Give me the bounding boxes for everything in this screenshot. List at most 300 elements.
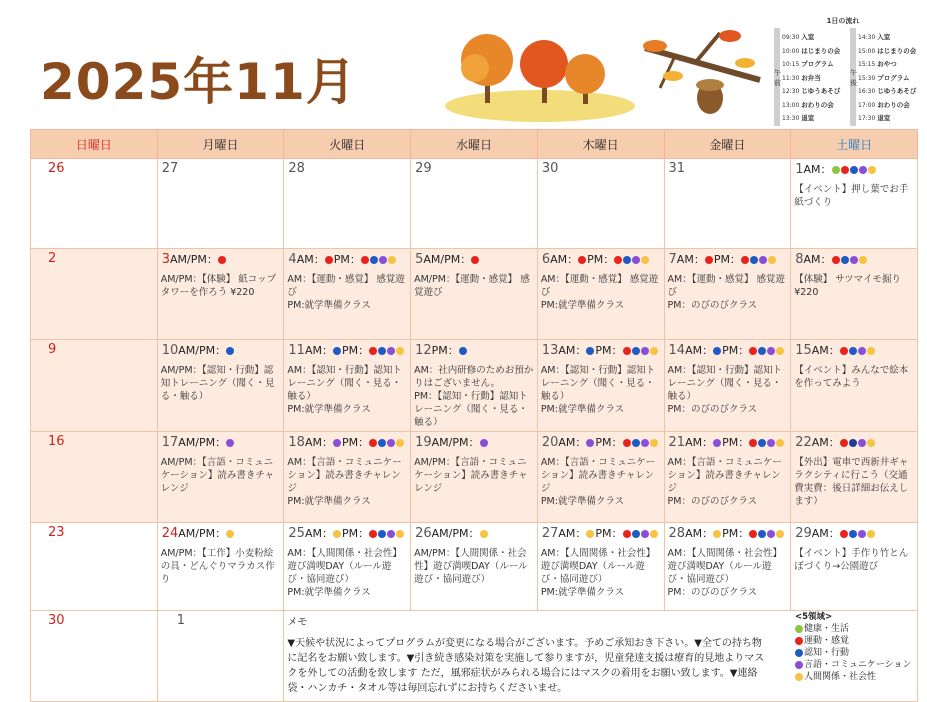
legend-title: <5領域>: [795, 612, 833, 622]
session-label: AM：: [304, 344, 333, 357]
day-cell[interactable]: [31, 432, 158, 523]
session-label-pm: PM：: [341, 436, 370, 449]
purple-domain-dot: [767, 347, 775, 355]
blue-domain-dot: [849, 530, 857, 538]
schedule-label: 入室: [877, 33, 891, 41]
schedule-row: [782, 59, 834, 68]
session-label-pm: PM：: [341, 527, 370, 540]
legend-item: [795, 647, 911, 659]
blue-legend-dot: [795, 649, 803, 657]
purple-domain-dot: [641, 347, 649, 355]
day-number: 26: [415, 526, 432, 541]
blue-domain-dot: [632, 347, 640, 355]
blue-domain-dot: [378, 347, 386, 355]
day-program: AM：【人間関係・社会性】遊び満喫DAY（ルール遊び・協同遊び） PM:就学準備クラス: [287, 548, 402, 598]
day-cell[interactable]: [157, 432, 284, 523]
day-cell[interactable]: [411, 159, 538, 249]
day-number: 29: [795, 526, 812, 541]
week-row: [31, 611, 918, 702]
day-header: [287, 525, 407, 541]
schedule-time: 13:30: [782, 115, 800, 122]
day-cell[interactable]: [157, 611, 284, 702]
day-cell[interactable]: [537, 159, 664, 249]
weekday-thu: 木曜日: [537, 130, 664, 159]
day-header: [34, 251, 154, 266]
session-label: AM：: [550, 253, 579, 266]
day-cell[interactable]: [791, 432, 918, 523]
yellow-domain-dot: [586, 530, 594, 538]
red-domain-dot: [749, 439, 757, 447]
yellow-domain-dot: [641, 256, 649, 264]
schedule-time: 15:00: [858, 47, 876, 55]
blue-domain-dot: [849, 347, 857, 355]
session-label-pm: PM：: [341, 344, 370, 357]
purple-domain-dot: [387, 530, 395, 538]
schedule-time: 14:30: [858, 34, 876, 41]
schedule-label: プログラム: [877, 73, 910, 82]
day-cell[interactable]: [31, 340, 158, 432]
schedule-label: はじまりの会: [801, 46, 841, 55]
weekday-sun: 日曜日: [31, 130, 158, 159]
day-program: AM：【人間関係・社会性】遊び満喫DAY（ルール遊び・協同遊び） PM:就学準備クラス: [540, 548, 656, 598]
day-header: [414, 251, 534, 267]
day-header: [794, 161, 914, 177]
red-domain-dot: [749, 347, 757, 355]
session-label-pm: PM：: [595, 527, 623, 540]
day-cell[interactable]: [664, 432, 791, 523]
day-cell[interactable]: [537, 432, 664, 523]
day-number: 1: [795, 162, 804, 177]
day-cell[interactable]: [157, 249, 284, 340]
red-domain-dot: [471, 256, 479, 264]
day-number: 14: [668, 343, 686, 358]
day-cell[interactable]: [537, 523, 664, 611]
day-cell[interactable]: [284, 340, 411, 432]
red-domain-dot: [218, 256, 226, 264]
blue-domain-dot: [632, 530, 640, 538]
day-cell[interactable]: [537, 340, 664, 432]
weekday-header-row: [31, 130, 918, 159]
schedule-time: 11:30: [782, 74, 800, 82]
navy-domain-dot: [849, 439, 857, 447]
schedule-time: 17:00: [858, 101, 876, 109]
schedule-row: [858, 100, 910, 109]
day-header: [668, 251, 788, 267]
day-header: [541, 251, 661, 267]
day-number: 13: [541, 343, 559, 358]
session-label: AM：: [811, 344, 840, 357]
day-number: 19: [415, 435, 432, 450]
legend-item: [795, 671, 911, 683]
schedule-row: [782, 46, 840, 55]
day-number: 6: [541, 252, 551, 267]
purple-domain-dot: [379, 256, 387, 264]
schedule-time: 10:00: [782, 47, 800, 55]
session-label: AM：: [803, 163, 832, 176]
yellow-domain-dot: [650, 530, 658, 538]
day-header: [541, 161, 661, 176]
day-number: 18: [288, 435, 305, 450]
day-header: [541, 342, 661, 358]
day-program: AM：【認知・行動】認知トレーニング（聞く・見る・触る） PM：のびのびクラス: [667, 365, 782, 415]
session-label-pm: PM：: [333, 253, 361, 266]
legend-label: 運動・感覚: [804, 636, 850, 646]
red-domain-dot: [369, 530, 377, 538]
weekday-tue: 火曜日: [284, 130, 411, 159]
purple-domain-dot: [387, 439, 395, 447]
day-number: 28: [668, 526, 686, 541]
day-number: 29: [415, 161, 432, 176]
blue-domain-dot: [713, 347, 721, 355]
day-program: 【イベント】押し葉でお手紙づくり: [794, 184, 909, 208]
red-domain-dot: [369, 347, 377, 355]
red-domain-dot: [623, 439, 631, 447]
day-number: 8: [795, 252, 804, 267]
day-cell[interactable]: [411, 340, 538, 432]
session-label: AM/PM：: [178, 527, 227, 540]
red-domain-dot: [841, 166, 849, 174]
red-domain-dot: [705, 256, 713, 264]
week-row: [31, 159, 918, 249]
session-label: AM：: [558, 436, 587, 449]
memo-text: ▼天候や状況によってプログラムが変更になる場合がございます。予めご承知おき下さい。▼全ての持ち物に記名をお願い致します。▼引き続き感染対策を実施して参りますが，児童発達支援は療育的見地よりマスクを外しての活動を致します ただ，風邪症状がみられる場合にはマスクの着用をお願い致します。▼連絡袋・ハンカチ・タオル等は毎回忘れずにお持ちくださいませ。: [287, 638, 765, 694]
schedule-pm-column: [850, 28, 924, 126]
day-header: [414, 342, 534, 358]
blue-domain-dot: [333, 347, 341, 355]
blue-domain-dot: [750, 256, 758, 264]
session-label-pm: PM：: [722, 344, 750, 357]
day-cell[interactable]: [664, 340, 791, 432]
day-number: 20: [541, 435, 559, 450]
schedule-row: [782, 86, 840, 95]
schedule-row: [782, 100, 834, 109]
day-number: 26: [48, 161, 65, 176]
yellow-domain-dot: [396, 439, 404, 447]
schedule-label: おわりの会: [877, 100, 910, 109]
red-legend-dot: [795, 637, 803, 645]
day-cell[interactable]: [411, 523, 538, 611]
blue-domain-dot: [623, 256, 631, 264]
yellow-domain-dot: [480, 530, 488, 538]
purple-domain-dot: [858, 439, 866, 447]
day-cell[interactable]: [31, 523, 158, 611]
weekday-sat: 土曜日: [791, 130, 918, 159]
day-header: [414, 161, 534, 176]
yellow-domain-dot: [776, 439, 784, 447]
day-program: 【体験】 サツマイモ掘り¥220: [794, 274, 901, 298]
session-label: AM：: [685, 527, 714, 540]
day-cell[interactable]: [791, 523, 918, 611]
schedule-label: プログラム: [801, 60, 834, 68]
purple-domain-dot: [858, 530, 866, 538]
day-cell[interactable]: [284, 432, 411, 523]
session-label: AM：: [304, 436, 333, 449]
day-cell[interactable]: [411, 249, 538, 340]
session-label: AM：: [304, 527, 333, 540]
domain-legend: [795, 611, 911, 683]
day-cell[interactable]: [664, 159, 791, 249]
day-program: AM：【認知・行動】認知トレーニング（聞く・見る・触る） PM:就学準備クラス: [287, 365, 402, 415]
yellow-domain-dot: [776, 347, 784, 355]
day-header: [287, 342, 407, 358]
purple-legend-dot: [795, 661, 803, 669]
day-cell[interactable]: [31, 611, 158, 702]
day-number: 27: [161, 161, 179, 176]
session-label: AM：: [558, 527, 587, 540]
purple-domain-dot: [333, 439, 341, 447]
blue-domain-dot: [226, 347, 234, 355]
red-domain-dot: [614, 256, 622, 264]
blue-domain-dot: [632, 439, 640, 447]
red-domain-dot: [832, 256, 840, 264]
yellow-domain-dot: [713, 530, 721, 538]
schedule-label: おわりの会: [801, 100, 834, 109]
schedule-label: 退室: [801, 114, 815, 122]
week-row: [31, 523, 918, 611]
yellow-domain-dot: [868, 166, 876, 174]
schedule-title: 1日の流れ: [826, 17, 860, 25]
schedule-row: [782, 32, 814, 41]
red-domain-dot: [369, 439, 377, 447]
schedule-label: じゆうあそび: [877, 87, 917, 95]
day-header: [161, 251, 281, 267]
purple-domain-dot: [586, 439, 594, 447]
purple-domain-dot: [387, 347, 395, 355]
day-header: [794, 434, 914, 450]
session-label-pm: PM：: [722, 527, 750, 540]
schedule-time: 17:30: [858, 115, 876, 122]
yellow-domain-dot: [859, 256, 867, 264]
blue-domain-dot: [758, 347, 766, 355]
session-label-pm: PM：: [587, 253, 615, 266]
yellow-domain-dot: [396, 530, 404, 538]
day-program: 【イベント】みんなで絵本を作ってみよう: [794, 365, 909, 389]
day-program: AM：【言語・コミュニケーション】読み書きチャレンジ PM：のびのびクラス: [667, 457, 782, 507]
day-cell[interactable]: [664, 249, 791, 340]
week-row: [31, 340, 918, 432]
day-number: 30: [541, 161, 559, 176]
schedule-row: [858, 46, 916, 55]
schedule-row: [782, 73, 821, 82]
day-number: 22: [795, 435, 812, 450]
yellow-domain-dot: [388, 256, 396, 264]
day-program: AM：【人間関係・社会性】遊び満喫DAY（ルール遊び・協同遊び） PM：のびのびクラス: [667, 548, 782, 598]
day-program: AM/PM：【人間関係・社会性】遊び満喫DAY（ルール遊び・協同遊び）: [414, 548, 528, 585]
session-label: PM：: [431, 344, 459, 357]
session-label: AM/PM：: [423, 253, 472, 266]
day-header: [34, 342, 154, 357]
red-domain-dot: [578, 256, 586, 264]
day-header: [34, 161, 154, 176]
schedule-am-column: [774, 28, 848, 126]
day-program: AM/PM：【工作】小麦粉絵の具・どんぐりマラカス作り: [160, 548, 275, 585]
purple-domain-dot: [713, 439, 721, 447]
yellow-domain-dot: [768, 256, 776, 264]
day-number: 10: [161, 343, 179, 358]
session-label: AM：: [685, 344, 714, 357]
session-label: AM/PM：: [178, 344, 227, 357]
day-program: AM：【運動・感覚】 感覚遊び PM:就学準備クラス: [540, 274, 659, 311]
yellow-domain-dot: [776, 530, 784, 538]
red-domain-dot: [741, 256, 749, 264]
day-cell[interactable]: [411, 432, 538, 523]
yellow-domain-dot: [867, 530, 875, 538]
purple-domain-dot: [767, 439, 775, 447]
day-cell[interactable]: [31, 159, 158, 249]
day-number: 31: [668, 161, 686, 176]
day-number: 15: [795, 343, 812, 358]
session-label: AM：: [676, 253, 705, 266]
session-label: AM：: [685, 436, 714, 449]
day-cell[interactable]: [157, 340, 284, 432]
yellow-domain-dot: [650, 347, 658, 355]
day-header: [161, 434, 281, 450]
day-cell[interactable]: [284, 159, 411, 249]
day-number: 9: [48, 342, 57, 357]
red-domain-dot: [840, 347, 848, 355]
day-program: AM/PM：【認知・行動】認知トレーニング（聞く・見る・触る）: [160, 365, 275, 402]
day-header: [541, 434, 661, 450]
day-program: 【イベント】手作り竹とんぼづくり→公園遊び: [794, 548, 909, 572]
session-label: AM：: [803, 253, 832, 266]
day-header: [668, 434, 788, 450]
week-row: [31, 249, 918, 340]
schedule-label: 退室: [877, 114, 891, 122]
day-cell[interactable]: [664, 523, 791, 611]
purple-domain-dot: [759, 256, 767, 264]
blue-domain-dot: [841, 256, 849, 264]
day-header: [287, 434, 407, 450]
legend-item: [795, 659, 911, 671]
session-label: AM：: [811, 436, 840, 449]
green-domain-dot: [832, 166, 840, 174]
schedule-label: はじまりの会: [877, 46, 917, 55]
day-number: 12: [415, 343, 432, 358]
purple-domain-dot: [858, 347, 866, 355]
session-label-pm: PM：: [595, 436, 623, 449]
yellow-legend-dot: [795, 673, 803, 681]
day-cell[interactable]: [31, 249, 158, 340]
day-program: AM：社内研修のためお預かりはございません。 PM：【認知・行動】認知トレーニング（聞く・見る・触る）: [414, 365, 534, 428]
day-program: AM/PM：【言語・コミュニケーション】読み書きチャレンジ: [160, 457, 275, 494]
purple-domain-dot: [859, 166, 867, 174]
schedule-time: 12:30: [782, 88, 800, 95]
schedule-row: [858, 59, 897, 68]
yellow-domain-dot: [650, 439, 658, 447]
day-header: [794, 342, 914, 358]
day-cell[interactable]: [284, 249, 411, 340]
session-label-pm: PM：: [713, 253, 741, 266]
day-cell[interactable]: [284, 523, 411, 611]
page-title: 2025年11月: [40, 53, 357, 111]
legend-label: 認知・行動: [804, 648, 850, 658]
session-label: AM/PM：: [169, 253, 218, 266]
day-header: [34, 434, 154, 449]
schedule-time: 10:15: [782, 61, 800, 68]
day-number: 30: [48, 613, 65, 628]
day-program: AM：【認知・行動】認知トレーニング（聞く・見る・触る） PM:就学準備クラス: [540, 365, 656, 415]
schedule-label: 入室: [801, 33, 815, 41]
day-program: AM/PM：【言語・コミュニケーション】読み書きチャレンジ: [414, 457, 528, 494]
schedule-row: [858, 113, 890, 122]
blue-domain-dot: [586, 347, 594, 355]
yellow-domain-dot: [867, 347, 875, 355]
day-number: 25: [288, 526, 305, 541]
day-cell[interactable]: [157, 523, 284, 611]
day-program: AM/PM：【運動・感覚】 感覚遊び: [414, 274, 530, 298]
schedule-row: [858, 32, 890, 41]
day-header: [414, 525, 534, 541]
session-label: AM/PM：: [431, 436, 480, 449]
schedule-time: 09:30: [782, 34, 800, 41]
schedule-label: じゆうあそび: [801, 87, 841, 95]
day-cell[interactable]: [157, 159, 284, 249]
schedule-time: 16:30: [858, 88, 876, 95]
yellow-domain-dot: [867, 439, 875, 447]
weekday-mon: 月曜日: [157, 130, 284, 159]
red-domain-dot: [361, 256, 369, 264]
autumn-trees-illustration: [445, 18, 765, 123]
day-number: 2: [48, 251, 57, 266]
yellow-domain-dot: [226, 530, 234, 538]
day-cell[interactable]: [791, 249, 918, 340]
weekday-fri: 金曜日: [664, 130, 791, 159]
day-cell[interactable]: [537, 249, 664, 340]
purple-domain-dot: [641, 439, 649, 447]
day-program: 【外出】電車で西新井ギャラクシティに行こう（交通費実費：後日詳細お伝えします）: [794, 457, 909, 507]
day-number: 23: [48, 525, 65, 540]
yellow-domain-dot: [396, 347, 404, 355]
blue-domain-dot: [758, 439, 766, 447]
day-number: 16: [48, 434, 65, 449]
green-legend-dot: [795, 625, 803, 633]
purple-domain-dot: [641, 530, 649, 538]
schedule-time: 13:00: [782, 101, 800, 109]
red-domain-dot: [623, 347, 631, 355]
day-program: AM/PM：【体験】 紙コップタワーを作ろう ¥220: [160, 274, 277, 298]
day-header: [34, 525, 154, 540]
blue-domain-dot: [850, 166, 858, 174]
schedule-label: お弁当: [801, 73, 821, 82]
day-number: 7: [668, 252, 677, 267]
weekday-wed: 水曜日: [411, 130, 538, 159]
daily-schedule: [768, 16, 918, 128]
day-number: 28: [288, 161, 305, 176]
day-program: AM：【運動・感覚】 感覚遊び PM:就学準備クラス: [287, 274, 405, 311]
calendar-table: [30, 129, 918, 702]
schedule-label: おやつ: [877, 60, 897, 68]
purple-domain-dot: [480, 439, 488, 447]
day-cell[interactable]: [791, 340, 918, 432]
day-number: 27: [541, 526, 559, 541]
day-number: 5: [415, 252, 424, 267]
yellow-domain-dot: [333, 530, 341, 538]
legend-label: 健康・生活: [804, 624, 850, 634]
legend-label: 人間関係・社会性: [804, 672, 877, 682]
day-header: [414, 434, 534, 450]
day-header: [541, 525, 661, 541]
legend-label: 言語・コミュニケーション: [804, 660, 912, 670]
day-header: [668, 342, 788, 358]
day-cell[interactable]: [791, 159, 918, 249]
day-number: 4: [288, 252, 297, 267]
purple-domain-dot: [632, 256, 640, 264]
blue-domain-dot: [370, 256, 378, 264]
purple-domain-dot: [850, 256, 858, 264]
schedule-am-label: 午前: [774, 69, 781, 87]
memo-title: メモ: [287, 617, 308, 628]
schedule-time: 15:30: [858, 74, 876, 82]
